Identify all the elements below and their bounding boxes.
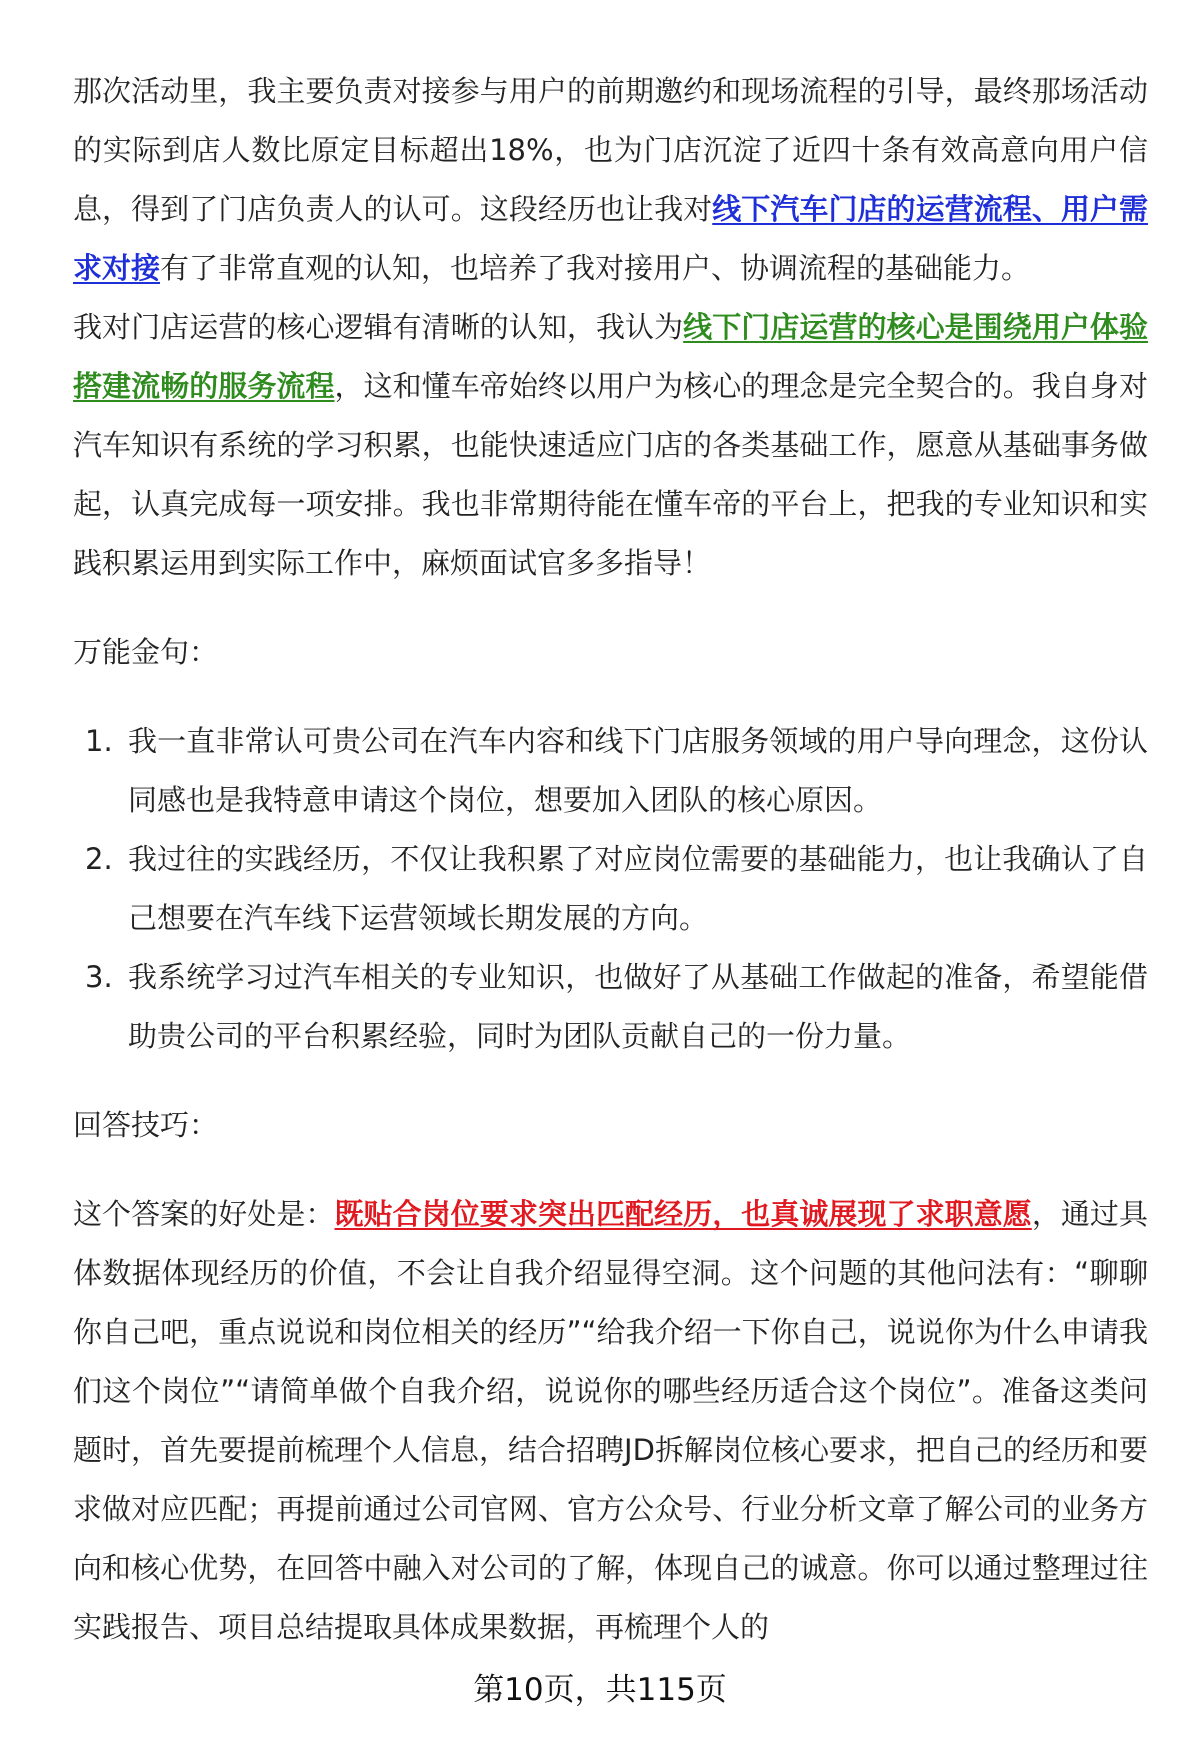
paragraph-activity-experience bbox=[73, 62, 1148, 298]
list-item bbox=[73, 948, 1148, 1066]
list-item bbox=[73, 830, 1148, 948]
answer-tips-heading: 回答技巧： bbox=[73, 1108, 219, 1142]
paragraph-answer-tips bbox=[73, 1185, 1148, 1657]
paragraph-text: 那次活动里，我主要负责对接参与用户的前期邀约和现场流程的引导，最终那场活动的实际到店人数比原定目标超出18%，也为门店沉淀了近四十条有效高意向用户信息，得到了门店负责人的认可。这段经历也让我对 bbox=[73, 74, 1148, 226]
list-item-number: 2. bbox=[85, 842, 113, 876]
list-item-number: 1. bbox=[85, 724, 113, 758]
page-content bbox=[73, 62, 1148, 1657]
highlight-blue: 线下汽车门店的运营流程、用户需求对接 bbox=[73, 192, 1148, 285]
paragraph-text: 我对门店运营的核心逻辑有清晰的认知，我认为 bbox=[73, 310, 684, 344]
paragraph-text: 有了非常直观的认知，也培养了我对接用户、协调流程的基础能力。 bbox=[160, 251, 1031, 285]
golden-sentences-list bbox=[73, 712, 1148, 1066]
list-item-number: 3. bbox=[85, 960, 113, 994]
paragraph-store-operation bbox=[73, 298, 1148, 593]
highlight-red: 既贴合岗位要求突出匹配经历，也真诚展现了求职意愿 bbox=[334, 1197, 1032, 1231]
list-item-text: 我一直非常认可贵公司在汽车内容和线下门店服务领域的用户导向理念，这份认同感也是我特意申请这个岗位，想要加入团队的核心原因。 bbox=[128, 724, 1148, 817]
highlight-green: 线下门店运营的核心是围绕用户体验搭建流畅的服务流程 bbox=[73, 310, 1148, 403]
list-item bbox=[73, 712, 1148, 830]
paragraph-text: 这个答案的好处是： bbox=[73, 1197, 335, 1231]
paragraph-text: ，这和懂车帝始终以用户为核心的理念是完全契合的。我自身对汽车知识有系统的学习积累，也能快速适应门店的各类基础工作，愿意从基础事务做起，认真完成每一项安排。我也非常期待能在懂车帝的平台上，把我的专业知识和实践积累运用到实际工作中，麻烦面试官多多指导！ bbox=[73, 369, 1148, 580]
golden-sentences-heading: 万能金句： bbox=[73, 635, 219, 669]
list-item-text: 我系统学习过汽车相关的专业知识，也做好了从基础工作做起的准备，希望能借助贵公司的平台积累经验，同时为团队贡献自己的一份力量。 bbox=[128, 960, 1148, 1053]
page-number-footer: 第10页，共115页 bbox=[473, 1672, 727, 1708]
paragraph-text: ，通过具体数据体现经历的价值，不会让自我介绍显得空洞。这个问题的其他问法有：“聊聊你自己吧，重点说说和岗位相关的经历”“给我介绍一下你自己，说说你为什么申请我们这个岗位”“请简单做个自我介绍，说说你的哪些经历适合这个岗位”。准备这类问题时，首先要提前梳理个人信息，结合招聘JD拆解岗位核心要求，把自己的经历和要求做对应匹配；再提前通过公司官网、官方公众号、行业分析文章了解公司的业务方向和核心优势，在回答中融入对公司的了解，体现自己的诚意。你可以通过整理过往实践报告、项目总结提取具体成果数据，再梳理个人的 bbox=[73, 1197, 1148, 1644]
list-item-text: 我过往的实践经历，不仅让我积累了对应岗位需要的基础能力，也让我确认了自己想要在汽车线下运营领域长期发展的方向。 bbox=[128, 842, 1148, 935]
